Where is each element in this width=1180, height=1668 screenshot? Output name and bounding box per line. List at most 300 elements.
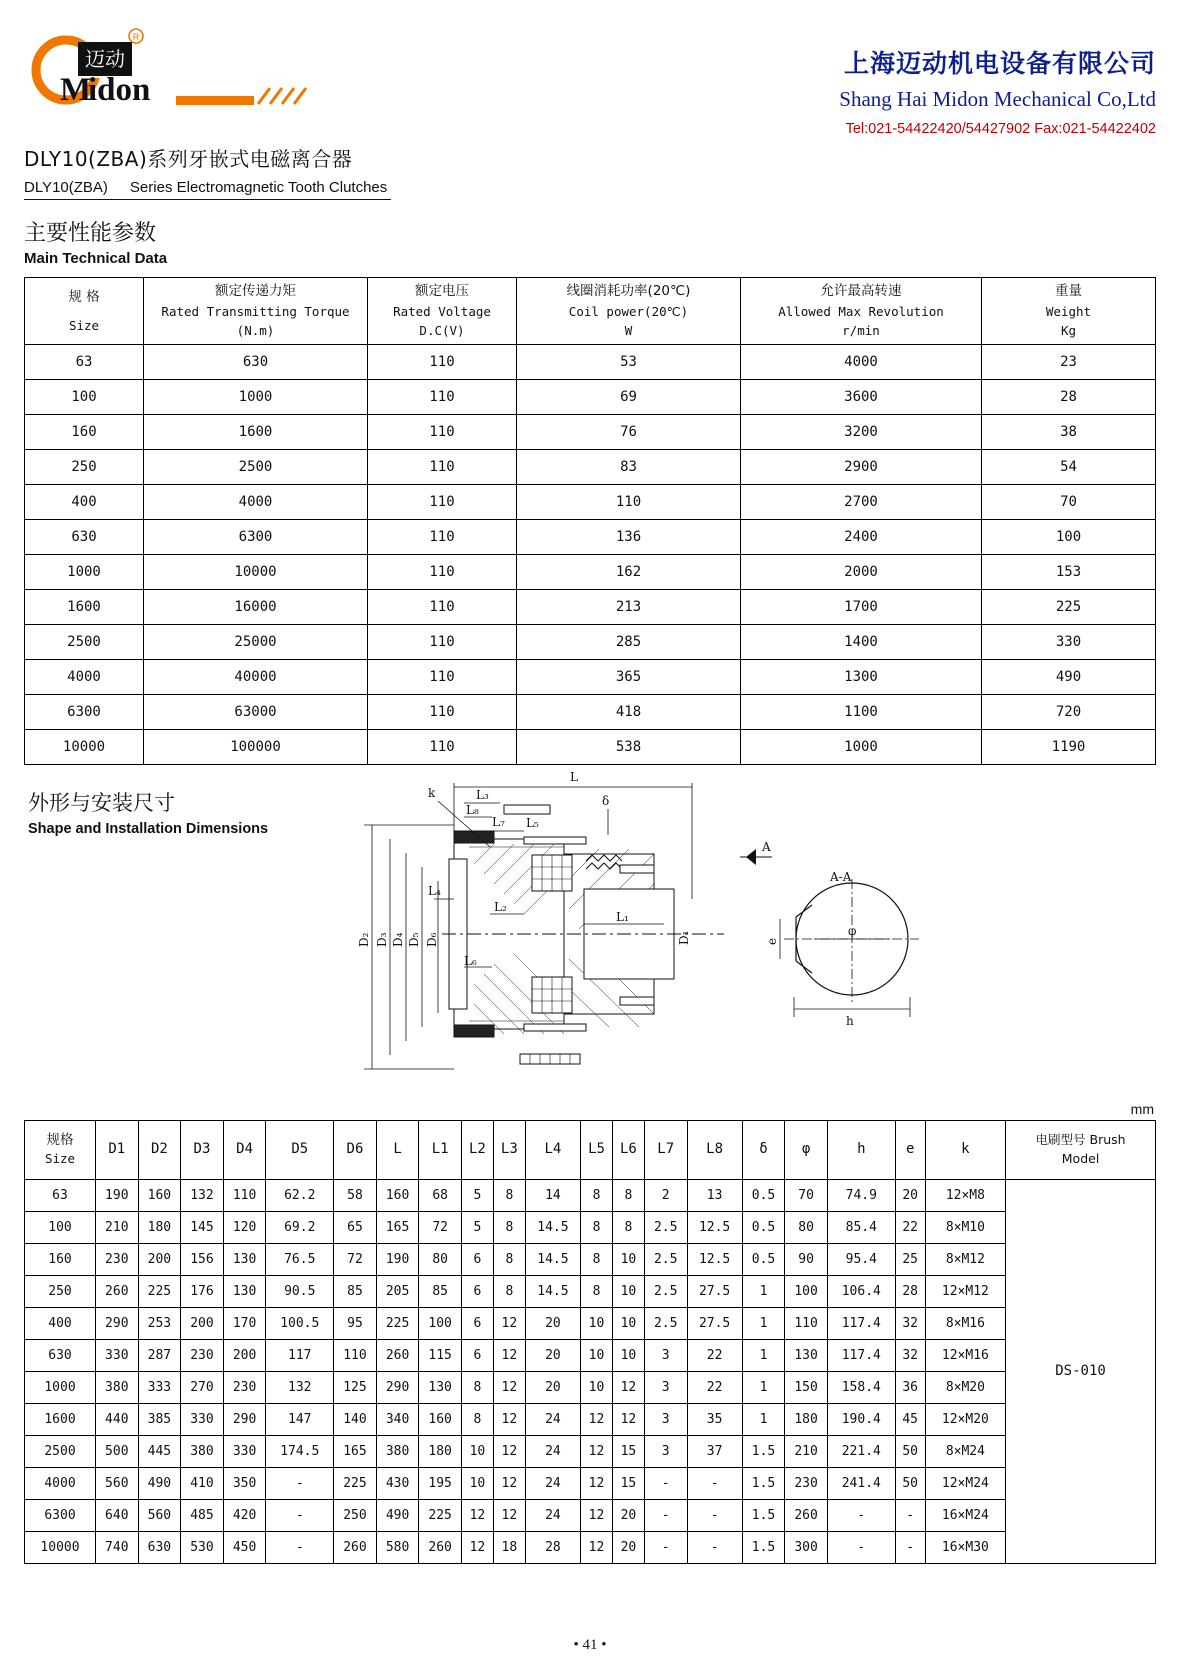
dim-cell-value: 100	[785, 1275, 828, 1307]
dim-cell-value: -	[687, 1531, 742, 1563]
main-cell-value: 83	[517, 449, 741, 484]
dim-cell-value: 10	[612, 1243, 644, 1275]
dim-cell-value: 6	[461, 1243, 493, 1275]
dim-cell-value: 210	[96, 1211, 139, 1243]
dim-cell-value: 100	[419, 1307, 462, 1339]
table-row	[25, 554, 1156, 589]
brush-header-line2: Model	[1061, 1150, 1100, 1166]
table-row	[25, 624, 1156, 659]
table-row	[25, 519, 1156, 554]
main-cell-value: 2000	[741, 554, 982, 589]
section1-title-en: Main Technical Data	[24, 250, 168, 267]
dim-cell-value: 10	[581, 1339, 613, 1371]
dim-cell-value: 1	[742, 1275, 785, 1307]
dim-cell-value: 0.5	[742, 1179, 785, 1211]
main-cell-value: 110	[368, 624, 517, 659]
product-title-en	[24, 179, 391, 200]
main-header-coilpower-cn: 线圈消耗功率(20℃)	[566, 283, 691, 299]
main-header-weight-cn: 重量	[1055, 283, 1082, 299]
dim-cell-value: 2.5	[644, 1211, 687, 1243]
dim-cell-value: 350	[223, 1467, 266, 1499]
dim-cell-value: 190.4	[827, 1403, 895, 1435]
dim-cell-value: 24	[525, 1403, 580, 1435]
dim-cell-value: 0.5	[742, 1211, 785, 1243]
dim-cell-brush-model: DS-010	[1006, 1179, 1156, 1563]
label-h: h	[846, 1013, 854, 1028]
dim-cell-value: 260	[376, 1339, 419, 1371]
dim-cell-value: 200	[138, 1243, 181, 1275]
dim-cell-value: 12	[493, 1435, 525, 1467]
dim-cell-value: 80	[785, 1211, 828, 1243]
dim-cell-value: -	[644, 1467, 687, 1499]
dim-cell-value: 14.5	[525, 1243, 580, 1275]
main-cell-value: 23	[982, 344, 1156, 379]
dim-cell-value: 8×M16	[925, 1307, 1005, 1339]
dim-cell-value: 260	[96, 1275, 139, 1307]
dim-cell-value: 6	[461, 1339, 493, 1371]
dim-cell-value: 10	[612, 1275, 644, 1307]
label-phi: φ	[848, 923, 857, 938]
table-row	[25, 1179, 1156, 1211]
dim-cell-value: 490	[138, 1467, 181, 1499]
main-cell-value: 70	[982, 484, 1156, 519]
label-L: L	[570, 769, 578, 784]
dim-header-size	[25, 1120, 96, 1179]
dim-cell-value: 90.5	[266, 1275, 334, 1307]
label-L4: L₄	[428, 883, 441, 898]
dim-cell-value: 24	[525, 1499, 580, 1531]
dim-cell-size: 1000	[25, 1371, 96, 1403]
dim-cell-value: 340	[376, 1403, 419, 1435]
dim-cell-value: 85	[419, 1275, 462, 1307]
dim-cell-value: 1	[742, 1371, 785, 1403]
dim-cell-value: 80	[419, 1243, 462, 1275]
dim-cell-value: 560	[138, 1499, 181, 1531]
dim-cell-value: 12	[493, 1371, 525, 1403]
label-D5: D₅	[407, 932, 421, 947]
dim-cell-value: 12	[581, 1499, 613, 1531]
main-cell-value: 285	[517, 624, 741, 659]
main-header-voltage-cn: 额定电压	[415, 283, 469, 299]
main-cell-value: 365	[517, 659, 741, 694]
label-L5: L₅	[526, 815, 539, 830]
dim-header-: δ	[742, 1120, 785, 1179]
dim-cell-value: 230	[785, 1467, 828, 1499]
dim-cell-value: 62.2	[266, 1179, 334, 1211]
table-row	[25, 1403, 1156, 1435]
dim-cell-value: 8	[461, 1403, 493, 1435]
company-info	[839, 18, 1156, 137]
dim-cell-value: 10	[581, 1371, 613, 1403]
main-cell-value: 110	[368, 554, 517, 589]
main-cell-value: 63000	[144, 694, 368, 729]
dim-header-d4: D4	[223, 1120, 266, 1179]
svg-text:迈动: 迈动	[85, 47, 125, 71]
dim-cell-value: 12	[461, 1499, 493, 1531]
main-header-weight	[982, 278, 1156, 345]
dim-cell-value: 14	[525, 1179, 580, 1211]
main-cell-size: 160	[25, 414, 144, 449]
dim-cell-value: 253	[138, 1307, 181, 1339]
dim-cell-value: 20	[525, 1307, 580, 1339]
dim-cell-value: 270	[181, 1371, 224, 1403]
dim-header-size-cn: 规格	[46, 1132, 74, 1149]
dim-cell-value: -	[644, 1499, 687, 1531]
main-cell-value: 490	[982, 659, 1156, 694]
dim-header-e: e	[895, 1120, 925, 1179]
dim-cell-value: 1.5	[742, 1499, 785, 1531]
main-header-coilpower-en: Coil power(20℃)	[568, 303, 689, 319]
dim-cell-value: 12×M16	[925, 1339, 1005, 1371]
dim-cell-value: 287	[138, 1339, 181, 1371]
dim-cell-value: 1	[742, 1339, 785, 1371]
dim-header-size-en: Size	[44, 1151, 76, 1167]
dim-cell-value: 0.5	[742, 1243, 785, 1275]
dim-cell-value: 27.5	[687, 1275, 742, 1307]
main-cell-value: 110	[368, 379, 517, 414]
dim-cell-value: 12×M12	[925, 1275, 1005, 1307]
dim-cell-value: 22	[687, 1339, 742, 1371]
company-logo	[24, 18, 314, 118]
table-row	[25, 1339, 1156, 1371]
dim-cell-value: 10	[461, 1467, 493, 1499]
dim-cell-value: 74.9	[827, 1179, 895, 1211]
main-cell-value: 54	[982, 449, 1156, 484]
dim-cell-value: 85.4	[827, 1211, 895, 1243]
dim-cell-value: 76.5	[266, 1243, 334, 1275]
table-row	[25, 1435, 1156, 1467]
label-L6: L₆	[464, 953, 477, 968]
dim-cell-value: 8	[581, 1211, 613, 1243]
main-header-maxrev	[741, 278, 982, 345]
main-cell-value: 38	[982, 414, 1156, 449]
product-title-cn: DLY10(ZBA)系列牙嵌式电磁离合器	[24, 147, 353, 171]
dim-cell-value: 12	[581, 1467, 613, 1499]
main-header-maxrev-cn: 允许最高转速	[820, 283, 902, 299]
label-D3: D₃	[375, 932, 389, 947]
main-cell-value: 10000	[144, 554, 368, 589]
dim-cell-value: -	[644, 1531, 687, 1563]
dim-cell-value: 230	[96, 1243, 139, 1275]
dim-cell-value: 420	[223, 1499, 266, 1531]
main-cell-value: 110	[368, 414, 517, 449]
dim-cell-value: 205	[376, 1275, 419, 1307]
brush-header-line1: 电刷型号 Brush	[1035, 1131, 1126, 1147]
dim-cell-value: 6	[461, 1275, 493, 1307]
main-cell-size: 400	[25, 484, 144, 519]
main-cell-value: 100000	[144, 729, 368, 764]
label-k: k	[428, 785, 436, 800]
dim-cell-value: 385	[138, 1403, 181, 1435]
logo-graphic	[24, 18, 314, 118]
dim-cell-value: 640	[96, 1499, 139, 1531]
dim-cell-value: 72	[419, 1211, 462, 1243]
main-cell-value: 153	[982, 554, 1156, 589]
main-cell-value: 110	[368, 519, 517, 554]
dim-cell-value: 45	[895, 1403, 925, 1435]
dim-cell-value: 130	[785, 1339, 828, 1371]
table-row	[25, 729, 1156, 764]
label-D4: D₄	[391, 932, 405, 947]
dim-cell-value: 117.4	[827, 1339, 895, 1371]
dim-cell-value: 8	[581, 1243, 613, 1275]
dim-cell-value: 3	[644, 1435, 687, 1467]
dim-cell-value: 69.2	[266, 1211, 334, 1243]
main-header-weight-unit: Kg	[1060, 323, 1077, 339]
dimension-table	[24, 1120, 1156, 1564]
dim-cell-value: 14.5	[525, 1275, 580, 1307]
main-cell-value: 3200	[741, 414, 982, 449]
dim-cell-value: 8	[493, 1179, 525, 1211]
dim-cell-value: 28	[525, 1531, 580, 1563]
main-cell-size: 630	[25, 519, 144, 554]
page-header	[0, 0, 1180, 137]
dim-cell-value: 290	[223, 1403, 266, 1435]
dim-cell-value: 290	[96, 1307, 139, 1339]
page-footer: • 41 •	[573, 1637, 607, 1653]
main-cell-value: 1190	[982, 729, 1156, 764]
main-cell-value: 1000	[144, 379, 368, 414]
dim-cell-value: 12	[493, 1403, 525, 1435]
dim-cell-value: 8×M10	[925, 1211, 1005, 1243]
dim-cell-value: 260	[334, 1531, 377, 1563]
main-cell-value: 25000	[144, 624, 368, 659]
dim-cell-value: -	[266, 1467, 334, 1499]
dim-cell-value: 630	[138, 1531, 181, 1563]
main-cell-value: 330	[982, 624, 1156, 659]
dim-cell-value: 10	[612, 1339, 644, 1371]
dim-cell-value: 260	[419, 1531, 462, 1563]
main-cell-value: 69	[517, 379, 741, 414]
unit-label: mm	[1130, 1100, 1154, 1117]
dim-cell-value: 6	[461, 1307, 493, 1339]
dim-cell-value: 180	[138, 1211, 181, 1243]
dim-cell-value: -	[895, 1499, 925, 1531]
dim-cell-value: 12	[581, 1435, 613, 1467]
dim-cell-value: 16×M30	[925, 1531, 1005, 1563]
dim-cell-value: 132	[181, 1179, 224, 1211]
dim-cell-value: 225	[419, 1499, 462, 1531]
main-cell-value: 6300	[144, 519, 368, 554]
main-cell-size: 100	[25, 379, 144, 414]
dim-cell-value: 1.5	[742, 1467, 785, 1499]
dim-header-l8: L8	[687, 1120, 742, 1179]
dim-header-l5: L5	[581, 1120, 613, 1179]
dim-cell-value: 12×M8	[925, 1179, 1005, 1211]
dim-cell-value: 160	[138, 1179, 181, 1211]
dim-cell-value: 2.5	[644, 1275, 687, 1307]
main-cell-value: 76	[517, 414, 741, 449]
table-row	[25, 589, 1156, 624]
main-header-voltage	[368, 278, 517, 345]
dimension-table-head	[25, 1120, 1156, 1179]
dim-header-d3: D3	[181, 1120, 224, 1179]
dim-cell-value: 380	[376, 1435, 419, 1467]
table-row	[25, 484, 1156, 519]
dim-cell-value: 580	[376, 1531, 419, 1563]
dim-cell-value: 440	[96, 1403, 139, 1435]
dim-cell-value: 156	[181, 1243, 224, 1275]
product-code: DLY10(ZBA)	[24, 179, 108, 196]
dim-cell-value: 27.5	[687, 1307, 742, 1339]
label-L8: L₈	[466, 802, 479, 817]
label-A: A	[762, 839, 771, 854]
label-L7: L₇	[492, 814, 505, 829]
dim-header-d1: D1	[96, 1120, 139, 1179]
dim-cell-value: 15	[612, 1435, 644, 1467]
dim-cell-value: 12.5	[687, 1211, 742, 1243]
dim-cell-value: 160	[419, 1403, 462, 1435]
section-main-technical-data	[0, 200, 1180, 267]
dim-cell-value: 225	[138, 1275, 181, 1307]
main-header-size-cn: 规 格	[68, 288, 100, 305]
dimension-table-body	[25, 1179, 1156, 1563]
main-cell-value: 538	[517, 729, 741, 764]
product-title-block	[0, 137, 1180, 200]
dim-cell-value: 225	[376, 1307, 419, 1339]
table-row	[25, 1211, 1156, 1243]
main-cell-size: 1600	[25, 589, 144, 624]
dim-header-d5: D5	[266, 1120, 334, 1179]
dim-header-: φ	[785, 1120, 828, 1179]
dim-cell-value: 5	[461, 1211, 493, 1243]
dim-header-l: L	[376, 1120, 419, 1179]
dim-cell-value: 12.5	[687, 1243, 742, 1275]
dim-cell-value: 1.5	[742, 1435, 785, 1467]
table-row	[25, 379, 1156, 414]
dim-cell-value: 195	[419, 1467, 462, 1499]
dim-cell-value: 115	[419, 1339, 462, 1371]
dim-cell-value: 37	[687, 1435, 742, 1467]
dim-cell-value: 10	[461, 1435, 493, 1467]
dim-cell-value: 35	[687, 1403, 742, 1435]
section2-title-cn: 外形与安装尺寸	[28, 790, 175, 815]
dim-cell-value: 12	[581, 1403, 613, 1435]
main-cell-size: 10000	[25, 729, 144, 764]
dim-cell-value: 15	[612, 1467, 644, 1499]
table-row	[25, 449, 1156, 484]
main-cell-value: 1000	[741, 729, 982, 764]
dim-cell-value: 225	[334, 1467, 377, 1499]
dim-cell-value: 230	[181, 1339, 224, 1371]
dim-cell-value: 410	[181, 1467, 224, 1499]
dim-cell-value: 12	[612, 1371, 644, 1403]
table-row	[25, 1243, 1156, 1275]
main-header-torque-unit: (N.m)	[236, 323, 275, 339]
dim-cell-value: 176	[181, 1275, 224, 1307]
main-cell-value: 110	[368, 344, 517, 379]
dim-cell-size: 400	[25, 1307, 96, 1339]
table-row	[25, 1467, 1156, 1499]
dim-cell-value: 13	[687, 1179, 742, 1211]
dim-cell-value: 117.4	[827, 1307, 895, 1339]
dim-cell-value: 190	[96, 1179, 139, 1211]
svg-text:M: M	[60, 72, 92, 108]
dim-cell-size: 250	[25, 1275, 96, 1307]
company-contact: Tel:021-54422420/54427902 Fax:021-54422402	[845, 121, 1156, 137]
dim-cell-value: 10	[581, 1307, 613, 1339]
dim-cell-value: 560	[96, 1467, 139, 1499]
dim-cell-value: 130	[419, 1371, 462, 1403]
dim-header-l4: L4	[525, 1120, 580, 1179]
label-L1: L₁	[616, 909, 629, 924]
dim-cell-value: -	[266, 1531, 334, 1563]
dim-cell-value: 2.5	[644, 1307, 687, 1339]
main-cell-size: 6300	[25, 694, 144, 729]
table-row	[25, 344, 1156, 379]
dim-cell-value: 485	[181, 1499, 224, 1531]
dim-cell-value: 50	[895, 1467, 925, 1499]
dim-header-d2: D2	[138, 1120, 181, 1179]
main-cell-value: 16000	[144, 589, 368, 624]
dim-cell-value: 330	[223, 1435, 266, 1467]
dim-cell-value: 200	[181, 1307, 224, 1339]
dim-cell-value: 20	[525, 1371, 580, 1403]
dim-cell-size: 160	[25, 1243, 96, 1275]
dim-cell-value: 8	[581, 1275, 613, 1307]
dim-cell-value: -	[687, 1467, 742, 1499]
main-cell-value: 1100	[741, 694, 982, 729]
main-header-voltage-en: Rated Voltage	[393, 303, 491, 319]
table-row	[25, 414, 1156, 449]
table-row	[25, 1531, 1156, 1563]
dim-cell-value: 25	[895, 1243, 925, 1275]
main-cell-value: 100	[982, 519, 1156, 554]
dim-cell-value: 50	[895, 1435, 925, 1467]
main-table-body	[25, 344, 1156, 764]
main-header-voltage-unit: D.C(V)	[419, 323, 465, 339]
main-header-maxrev-en: Allowed Max Revolution	[778, 303, 944, 319]
dim-cell-size: 4000	[25, 1467, 96, 1499]
main-table-head	[25, 278, 1156, 345]
dim-cell-value: 12	[493, 1339, 525, 1371]
dim-cell-value: 147	[266, 1403, 334, 1435]
dim-cell-value: 8	[493, 1275, 525, 1307]
dim-cell-value: 8×M24	[925, 1435, 1005, 1467]
main-header-size-en: Size	[68, 317, 100, 333]
dim-cell-value: 3	[644, 1339, 687, 1371]
main-cell-value: 110	[368, 694, 517, 729]
dim-cell-value: 740	[96, 1531, 139, 1563]
dim-cell-value: 100.5	[266, 1307, 334, 1339]
main-cell-size: 63	[25, 344, 144, 379]
product-series-name: Series Electromagnetic Tooth Clutches	[129, 179, 388, 196]
svg-text:idon: idon	[88, 72, 151, 108]
dim-cell-value: 380	[181, 1435, 224, 1467]
dim-cell-value: 70	[785, 1179, 828, 1211]
dim-cell-value: 20	[612, 1531, 644, 1563]
dim-cell-value: 8	[461, 1371, 493, 1403]
main-cell-value: 110	[368, 659, 517, 694]
company-name-en: Shang Hai Midon Mechanical Co,Ltd	[839, 87, 1156, 111]
dim-cell-value: 180	[419, 1435, 462, 1467]
main-header-maxrev-unit: r/min	[842, 323, 880, 339]
table-row	[25, 659, 1156, 694]
table-row	[25, 694, 1156, 729]
main-cell-size: 2500	[25, 624, 144, 659]
main-cell-value: 110	[517, 484, 741, 519]
dim-cell-value: 1	[742, 1403, 785, 1435]
dim-cell-value: 1	[742, 1307, 785, 1339]
dim-cell-value: 85	[334, 1275, 377, 1307]
main-cell-value: 3600	[741, 379, 982, 414]
main-cell-value: 162	[517, 554, 741, 589]
main-cell-value: 110	[368, 729, 517, 764]
dim-cell-value: 180	[785, 1403, 828, 1435]
main-cell-value: 1600	[144, 414, 368, 449]
dim-header-l3: L3	[493, 1120, 525, 1179]
dim-cell-size: 1600	[25, 1403, 96, 1435]
